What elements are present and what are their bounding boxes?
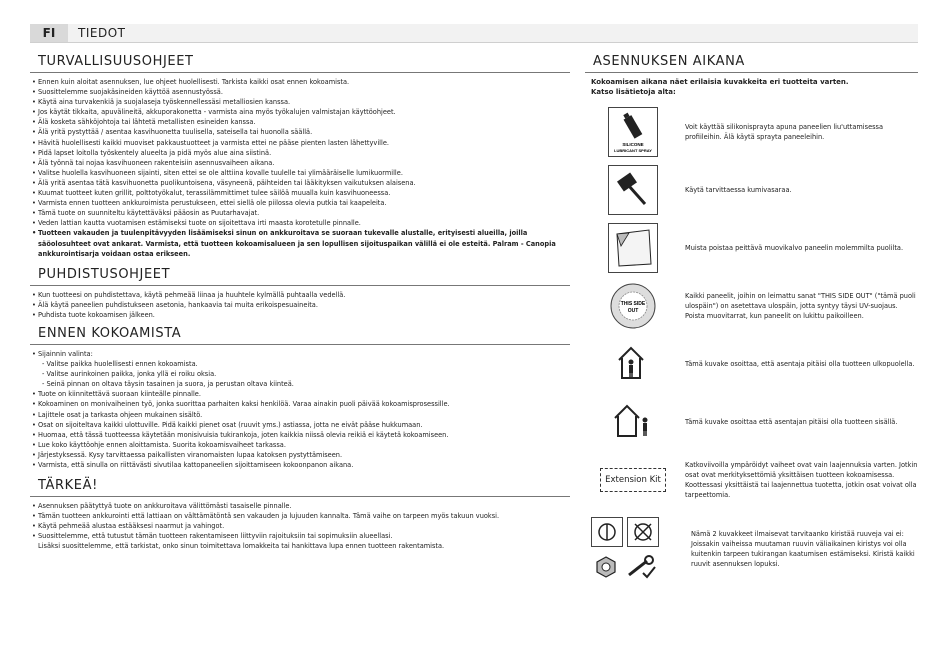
- mallet-icon: [608, 165, 658, 215]
- list-item: • Asennuksen päätyttyä tuote on ankkuroitava välittömästi tasaiselle pinnalle.: [30, 501, 570, 511]
- list-subitem: - Seinä pinnan on oltava täysin tasainen ja suora, ja perustan oltava kiinteä.: [42, 380, 294, 389]
- list-item: • Kuumat tuotteet kuten grillit, polttotyökalut, terassilämmittimet tulee säilöä muualla kuin kasvihuoneessa.: [30, 188, 570, 198]
- icon-row-spray: [585, 103, 918, 161]
- list-item: • Käytä aina turvakenkiä ja suojalaseja työskennellessäsi metalliosien kanssa.: [30, 97, 570, 107]
- list-item: • Hävitä huolellisesti kaikki muoviset pakkaustuotteet ja varmista ettei ne pääse pienten lasten lähettyville.: [30, 138, 570, 148]
- list-item: • Suosittelemme, että tutustut tämän tuotteen rakentamiseen liittyviin rajoituksiin tai sopimuksiin alueellasi.: [30, 531, 570, 541]
- list-item: • Valitse huolella kasvihuoneen sijainti, siten ettei se ole alttiina kovalle tuulelle tai ylimääräiselle lumikuormille.: [30, 168, 570, 178]
- list-item: • Varmista, että sinulla on riittävästi sivutilaa kattopaneelien sijoittamiseen kokoonpanon aikana.: [30, 460, 570, 470]
- list-item: Lisäksi suosittelemme, että tarkistat, onko sinun toimitettava lomakkeita tai hankittava lupa ennen tuotteen rakentamista.: [38, 542, 445, 551]
- cleaning-list: [30, 290, 570, 320]
- side-label: THIS SIDE: [620, 301, 646, 307]
- list-item: • Varmista ennen tuotteen ankkuroimista perustukseen, ettei siellä ole piilossa olevia putkia tai kaapeleita.: [30, 198, 570, 208]
- icon-row-inside: [585, 393, 918, 451]
- spray-text: Voit käyttää silikonisprayta apuna paneelien liu'uttamisessa profiileihin. Älä käytä sprayta paneeleihin.: [685, 123, 884, 141]
- screw-no-tighten-icon: [627, 517, 659, 547]
- list-item: • Tämän tuotteen ankkurointi että lattiaan on välttämätöntä sen vakauden ja lujuuden kannalta. Tämä vaihe on tarpeen myös takuun vuoksi.: [30, 511, 570, 521]
- safety-list: [30, 77, 570, 259]
- safety-title: TURVALLISUUSOHJEET: [30, 54, 570, 73]
- safety-section: [30, 54, 570, 259]
- right-column: [585, 54, 918, 589]
- wrench-check-icon: [625, 553, 659, 581]
- before-title: ENNEN KOKOAMISTA: [30, 326, 570, 345]
- anchoring-note: • Tuotteen vakauden ja tuulenpitävyyden lisäämiseksi sinun on ankkuroitava se suoraan tukevalle alustalle, erityisesti alueilla, joilla säöolosuhteet ovat ankarat. Varmista, että tuotteen kokoamisalueen ja sen lopullisen sijoituspaikan välillä ei ole esteitä. Palram - Canopia ankkurointisarja voidaan ostaa erikseen.: [30, 228, 570, 258]
- important-section: [30, 478, 570, 551]
- list-item: • Veden lattian kautta vuotamisen estämiseksi tuote on sijoitettava irti maasta korotetulle pinnalle.: [30, 218, 570, 228]
- list-item: • Suosittelemme suojakäsineiden käyttöä asennustyössä.: [30, 87, 570, 97]
- list-item: • Sijainnin valinta:: [30, 349, 570, 359]
- list-item: • Älä yritä asentaa tätä kasvihuonetta puolikuntoisena, väsyneenä, päihteiden tai lääkityksen vaikutuksen alaisena.: [30, 178, 570, 188]
- list-item: • Huomaa, että tässä tuotteessa käytetään monisivuisia tukirankoja, joten kaikkia niissä olevia reikiä ei käytetä kokoamiseen.: [30, 430, 570, 440]
- list-item: • Kun tuotteesi on puhdistettava, käytä pehmeää liinaa ja huuhtele kylmällä puhtaalla vedellä.: [30, 290, 570, 300]
- extension-text: Katkoviivoilla ympäröidyt vaiheet ovat vain laajennuksia varten. Jotkin osat ovat merkityksettömiä yksittäisen tuotteen kokoamisessa. Koottessasi yksittäistä tai laajennettua tuotetta, jotkin osat voivat olla tarpeettomia.: [685, 461, 918, 499]
- list-item: • Ennen kuin aloitat asennuksen, lue ohjeet huolellisesti. Tarkista kaikki osat ennen kokoamista.: [30, 77, 570, 87]
- spray-label: SILICONE: [622, 142, 644, 147]
- list-item: • Puhdista tuote kokoamisen jälkeen.: [30, 310, 570, 320]
- list-item: • Älä työnnä tai nojaa kasvihuoneen rakenteisiin asennusvaiheen aikana.: [30, 158, 570, 168]
- assembly-intro: [585, 77, 918, 97]
- mallet-text: Käytä tarvittaessa kumivasaraa.: [685, 186, 792, 194]
- header-bar: [30, 24, 918, 43]
- protective-film-icon: [608, 223, 658, 273]
- intro-line: Kokoamisen aikana näet erilaisia kuvakkeita eri tuotteita varten.: [591, 78, 849, 86]
- installer-outside-icon: [609, 338, 657, 390]
- list-item: • Lajittele osat ja tarkasta ohjeen mukainen sisältö.: [30, 410, 570, 420]
- list-item: • Älä kosketa sähköjohtoja tai lähtetä metallisten esineiden kanssa.: [30, 117, 570, 127]
- screw-tighten-icon: [591, 517, 623, 547]
- list-item: • Jos käytät tikkaita, apuvälineitä, akkuporakonetta - varmista aina myös työkalujen valmistajan käyttöohjeet.: [30, 107, 570, 117]
- important-title: TÄRKEÄ!: [30, 478, 570, 497]
- cleaning-title: PUHDISTUSOHJEET: [30, 267, 570, 286]
- before-section: [30, 326, 570, 470]
- icon-row-outside: [585, 335, 918, 393]
- before-list: [30, 349, 570, 470]
- nut-bolt-icon: [591, 553, 621, 581]
- list-item: • Tuote on kiinnitettävä suoraan kiinteälle pinnalle.: [30, 389, 570, 399]
- list-item: • Käytä pehmeää alustaa estääksesi naarmut ja vahingot.: [30, 521, 570, 531]
- icon-row-film: [585, 219, 918, 277]
- cleaning-section: [30, 267, 570, 320]
- side-label: OUT: [627, 308, 639, 314]
- page-title: TIEDOT: [78, 26, 126, 40]
- icon-row-side-out: [585, 277, 918, 335]
- list-item: • Pidä lapset loitolla työskentely alueelta ja pidä myös alue aina siistinä.: [30, 148, 570, 158]
- important-list: [30, 501, 570, 551]
- icon-row-mallet: [585, 161, 918, 219]
- list-item: • Älä yritä pystyttää / asentaa kasvihuonetta tuulisella, sateisella tai huonolla säällä.: [30, 127, 570, 137]
- list-subitem: - Valitse paikka huolellisesti ennen kokoamista.: [42, 360, 198, 369]
- list-item: • Älä käytä paneelien puhdistukseen asetonia, hankaavia tai muita erikoispesuaineita.: [30, 300, 570, 310]
- spray-can-icon: [608, 107, 658, 157]
- list-item: • Osat on sijoiteltava kaikki ulottuville. Pidä kaikki pienet osat (ruuvit yms.) astiassa, jotta ne eivät pääse hukkumaan.: [30, 420, 570, 430]
- list-item: • Tämä tuote on suunniteltu käytettäväksi pääosin as Puutarhavajat.: [30, 208, 570, 218]
- list-subitem: - Valitse aurinkoinen paikka, jonka yllä ei roiku oksia.: [42, 370, 217, 379]
- film-text: Muista poistaa peittävä muovikalvo paneelin molemmilta puolilta.: [685, 244, 904, 252]
- extension-kit-badge: Extension Kit: [600, 468, 666, 492]
- spray-label: LUBRICANT SPRAY: [614, 148, 652, 153]
- list-item: • Järjestyksessä. Kysy tarvittaessa paikallisten viranomaisten lupaa katoksen pystyttämiseen.: [30, 450, 570, 460]
- language-code: FI: [30, 24, 68, 42]
- inside-text: Tämä kuvake osoittaa että asentajan pitäisi olla tuotteen sisällä.: [685, 418, 898, 426]
- assembly-title: ASENNUKSEN AIKANA: [585, 54, 918, 73]
- icon-row-extension: [585, 451, 918, 509]
- screws-text: Nämä 2 kuvakkeet ilmaisevat tarvitaanko kiristää ruuveja vai ei: Joissakin vaiheissa muutaman ruuvin väliaikainen kiristys voi olla kuitenkin tarpeen tukirangan kaatumisen estämiseksi. Kiristä kaikki ruuvit asennuksen lopuksi.: [691, 530, 915, 568]
- installer-inside-icon: [609, 396, 657, 448]
- outside-text: Tämä kuvake osoittaa, että asentaja pitäisi olla tuotteen ulkopuolella.: [685, 360, 915, 368]
- intro-line: Katso lisätietoja alta:: [591, 88, 676, 96]
- list-item: • Lue koko käyttöohje ennen aloittamista. Suorita kokoamisvaiheet tarkassa.: [30, 440, 570, 450]
- side-out-text: Kaikki paneelit, joihin on leimattu sanat "THIS SIDE OUT" ("tämä puoli ulospäin") on asetettava ulospäin, jotta syntyy täysi UV-suojaus. Poista muovitarrat, kun paneelit on lukittu paikoilleen.: [685, 292, 916, 320]
- left-column: [30, 54, 570, 552]
- icon-row-screws: [585, 509, 918, 589]
- this-side-out-icon: [609, 282, 657, 330]
- list-item: • Kokoaminen on monivaiheinen työ, jonka suorittaa parhaiten kaksi henkilöä. Varaa ainakin puoli päivää kokoamisprosessille.: [30, 399, 570, 409]
